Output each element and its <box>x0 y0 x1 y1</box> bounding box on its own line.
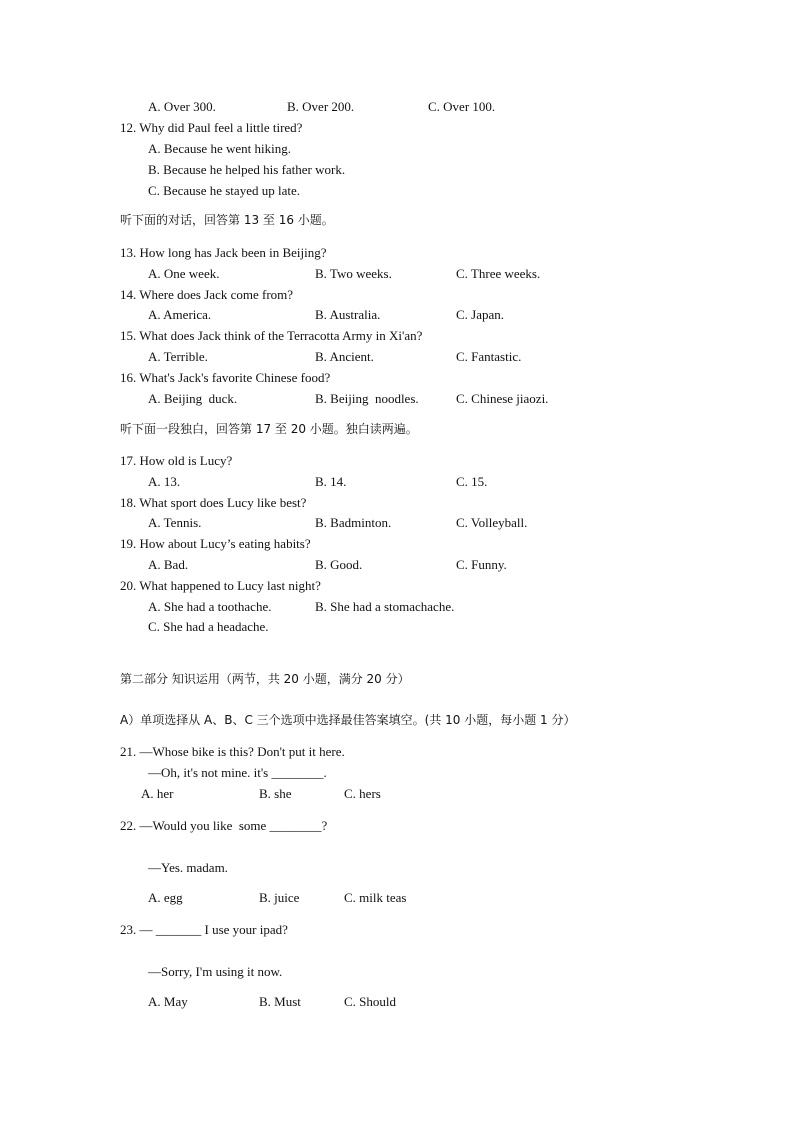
q16-question: 16. What's Jack's favorite Chinese food? <box>120 370 331 385</box>
q13-question: 13. How long has Jack been in Beijing? <box>120 245 327 260</box>
q21-option-a: A. her <box>141 786 174 801</box>
q15-option-a: A. Terrible. <box>148 349 208 364</box>
q15-option-c: C. Fantastic. <box>456 349 522 364</box>
part2-title: 第二部分 知识运用（两节，共 20 小题，满分 20 分） <box>120 672 410 686</box>
q19-option-a: A. Bad. <box>148 557 189 572</box>
q23-option-b: B. Must <box>259 994 301 1009</box>
q15-question: 15. What does Jack think of the Terracotta Army in Xi'an? <box>120 328 423 343</box>
q21-option-c: C. hers <box>344 786 381 801</box>
q23-option-c: C. Should <box>344 994 397 1009</box>
q18-question: 18. What sport does Lucy like best? <box>120 495 307 510</box>
q20-question: 20. What happened to Lucy last night? <box>120 578 321 593</box>
q20-option-b: B. She had a stomachache. <box>315 599 455 614</box>
part2-a-instruction: A）单项选择从 A、B、C 三个选项中选择最佳答案填空。(共 10 小题，每小题 1 分） <box>120 713 576 727</box>
q20-option-c: C. She had a headache. <box>148 619 269 634</box>
q18-option-a: A. Tennis. <box>148 515 202 530</box>
q12-option-b: B. Because he helped his father work. <box>148 162 346 177</box>
q22-question: 22. —Would you like some ________? <box>120 818 328 833</box>
q13-option-c: C. Three weeks. <box>456 266 541 281</box>
q22-reply: —Yes. madam. <box>148 860 228 875</box>
q17-option-a: A. 13. <box>148 474 181 489</box>
q18-option-c: C. Volleyball. <box>456 515 528 530</box>
q19-question: 19. How about Lucy’s eating habits? <box>120 536 311 551</box>
q22-option-c: C. milk teas <box>344 890 407 905</box>
q21-question: 21. —Whose bike is this? Don't put it here. <box>120 744 345 759</box>
q23-reply: —Sorry, I'm using it now. <box>148 964 283 979</box>
q13-option-a: A. One week. <box>148 266 220 281</box>
q17-option-c: C. 15. <box>456 474 488 489</box>
q12-option-c: C. Because he stayed up late. <box>148 183 300 198</box>
q23-option-a: A. May <box>148 994 188 1009</box>
q18-option-b: B. Badminton. <box>315 515 392 530</box>
section-13-16-instruction: 听下面的对话，回答第 13 至 16 小题。 <box>120 213 334 227</box>
q19-option-b: B. Good. <box>315 557 363 572</box>
q19-option-c: C. Funny. <box>456 557 507 572</box>
q21-option-b: B. she <box>259 786 292 801</box>
q13-option-b: B. Two weeks. <box>315 266 392 281</box>
q11-option-a: A. Over 300. <box>148 99 216 114</box>
q11-option-b: B. Over 200. <box>287 99 355 114</box>
q14-option-c: C. Japan. <box>456 307 505 322</box>
q12-question: 12. Why did Paul feel a little tired? <box>120 120 303 135</box>
q23-question: 23. — _______ I use your ipad? <box>120 922 288 937</box>
q16-option-a: A. Beijing duck. <box>148 391 238 406</box>
q16-option-c: C. Chinese jiaozi. <box>456 391 549 406</box>
q21-reply: —Oh, it's not mine. it's ________. <box>148 765 327 780</box>
q20-option-a: A. She had a toothache. <box>148 599 272 614</box>
q11-option-c: C. Over 100. <box>428 99 496 114</box>
section-17-20-instruction: 听下面一段独白，回答第 17 至 20 小题。独白读两遍。 <box>120 422 418 436</box>
q22-option-a: A. egg <box>148 890 183 905</box>
q15-option-b: B. Ancient. <box>315 349 374 364</box>
q17-question: 17. How old is Lucy? <box>120 453 233 468</box>
q14-option-b: B. Australia. <box>315 307 381 322</box>
q12-option-a: A. Because he went hiking. <box>148 141 291 156</box>
q17-option-b: B. 14. <box>315 474 347 489</box>
q22-option-b: B. juice <box>259 890 300 905</box>
q14-question: 14. Where does Jack come from? <box>120 287 294 302</box>
q16-option-b: B. Beijing noodles. <box>315 391 419 406</box>
q14-option-a: A. America. <box>148 307 212 322</box>
